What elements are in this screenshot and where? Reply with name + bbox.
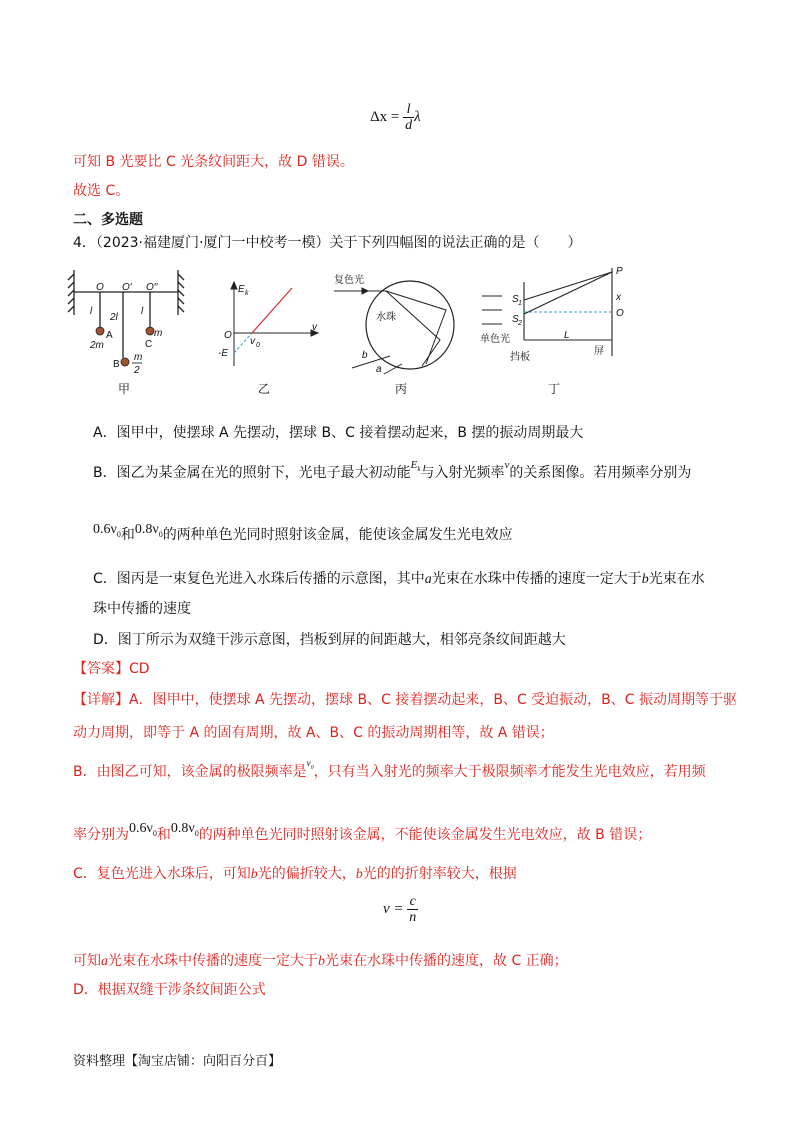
label-ray-b: b [362, 350, 368, 361]
formula-fringe-spacing [370, 102, 421, 133]
pendulum-ball-a [96, 327, 104, 335]
detail-a: a [101, 954, 108, 969]
option-b-ek [410, 459, 421, 474]
detail-freq2-sub: 0 [194, 828, 199, 838]
option-b-ek-sub: k [417, 465, 421, 474]
formula-lambda: λ [414, 108, 421, 125]
label-neg-e: -E [218, 348, 228, 359]
detail-line6 [73, 950, 568, 970]
axis-v: v [312, 322, 317, 333]
detail-line7: D．根据双缝干涉条纹间距公式 [73, 982, 266, 998]
option-b-freq1-value: 0.6ν [93, 522, 117, 537]
label-s1: S [512, 294, 519, 305]
detail-freq1-value: 0.6ν [129, 821, 153, 836]
option-b-and: 和 [120, 527, 135, 543]
label-ray-a: a [376, 364, 382, 375]
detail-nu0-nu: ν [306, 758, 311, 768]
detail-text5b: 光的偏折较大， [257, 866, 356, 882]
option-b-text4: 的两种单色光同时照射该金属，能使该金属发生光电效应 [162, 527, 513, 543]
detail-and: 和 [156, 827, 171, 843]
option-b-freq2-value: 0.8ν [134, 522, 159, 537]
label-l1: l [90, 306, 93, 317]
option-c-line1 [93, 568, 705, 588]
page-footer: 资料整理【淘宝店铺：向阳百分百】 [73, 1054, 282, 1069]
option-b-line1 [93, 459, 692, 482]
caption-yi: 乙 [258, 382, 271, 396]
answer-line: 【答案】CD [73, 661, 150, 677]
detail-line1 [73, 689, 737, 709]
detail-nu0 [306, 758, 314, 771]
label-baffle: 挡板 [510, 352, 530, 363]
label-p: P [616, 266, 623, 277]
formula2-fraction [407, 894, 418, 925]
label-b: B [113, 359, 120, 370]
label-o3: O′′ [146, 282, 158, 293]
option-c-text2: 光束在水珠中传播的速度一定大于 [431, 571, 642, 587]
label-mb-den: 2 [134, 365, 140, 376]
option-c-b: b [641, 572, 649, 587]
detail-text6b: 光束在水珠中传播的速度一定大于 [108, 953, 318, 969]
question-number: 4． [73, 235, 96, 251]
label-s2: S [512, 314, 519, 325]
detail-line5 [73, 863, 517, 883]
label-mb-num: m [134, 352, 143, 363]
label-l: L [564, 330, 570, 341]
detail-text5a: C．复色光进入水珠后，可知 [73, 866, 251, 882]
detail-b1: b [250, 867, 258, 882]
formula2-lhs: v = [383, 900, 404, 917]
option-b-line2 [93, 524, 513, 545]
ek-line [252, 288, 292, 333]
conclusion-line: 可知 B 光要比 C 光条纹间距大，故 D 错误。 [73, 154, 354, 170]
formula-fraction [403, 102, 414, 133]
option-b-freq2-sub: 0 [158, 529, 163, 539]
caption-ding: 丁 [548, 382, 561, 396]
option-b-freq1-sub: 0 [116, 529, 121, 539]
detail-b: b [318, 954, 325, 969]
axis-ek: E [238, 284, 245, 295]
option-b-text3: 的关系图像。若用频率分别为 [509, 465, 692, 481]
option-c-text1: C．图丙是一束复色光进入水珠后传播的示意图，其中 [93, 571, 425, 587]
detail-text6c: 光束在水珠中传播的速度，故 C 正确； [325, 953, 568, 969]
label-screen: 屏 [594, 346, 604, 357]
figure-yi [214, 278, 324, 373]
formula-numerator: l [403, 102, 414, 118]
label-mc: m [154, 328, 163, 339]
option-a: A．图甲中，使摆球 A 先摆动，摆球 B、C 接着摆动起来，B 摆的振动周期最大 [93, 425, 584, 441]
figure-bing [330, 270, 460, 378]
axis-ek-sub: k [245, 290, 249, 297]
option-b-text2: 与入射光频率 [420, 465, 505, 481]
detail-line3 [73, 758, 706, 781]
option-c-a: a [424, 572, 432, 587]
detail-line2: 动力周期，即等于 A 的固有周期，故 A、B、C 的振动周期相等，故 A 错误； [73, 725, 554, 741]
detail-nu0-sub: 0 [310, 764, 314, 771]
question-text: （2023·福建厦门·厦门一中校考一模）关于下列四幅图的说法正确的是（ ） [95, 235, 582, 251]
formula-denominator: d [405, 118, 413, 133]
label-x: x [616, 292, 621, 303]
label-l3: l [141, 306, 144, 317]
question-stem [73, 232, 581, 252]
figure-jia [66, 270, 188, 380]
option-b-ek-e: E [410, 459, 418, 471]
caption-bing: 丙 [395, 382, 408, 396]
label-o1: O [96, 282, 104, 293]
origin-o: O [224, 330, 232, 341]
label-s1-sub: 1 [518, 300, 522, 307]
label-o: O [616, 308, 624, 319]
label-water-drop: 水珠 [376, 312, 396, 323]
label-c: C [145, 339, 153, 350]
detail-text1: A．图甲中，使摆球 A 先摆动，摆球 B、C 接着摆动起来，B、C 受迫振动，B、C 振动周期等于驱 [129, 692, 737, 708]
pendulum-ball-b [121, 358, 129, 366]
label-mono-light: 单色光 [480, 334, 510, 345]
caption-jia: 甲 [118, 382, 131, 396]
detail-b2: b [355, 867, 363, 882]
detail-line4 [73, 821, 652, 845]
option-d: D．图丁所示为双缝干涉示意图，挡板到屏的间距越大，相邻亮条纹间距越大 [93, 632, 566, 648]
label-v0: v [250, 336, 255, 347]
label-a: A [106, 330, 113, 341]
option-c-text3: 光束在水 [648, 571, 705, 587]
detail-freq2-value: 0.8ν [170, 821, 195, 836]
detail-text4a: 率分别为 [73, 827, 129, 843]
formula2-denominator: n [409, 910, 417, 925]
formula-lhs: Δx = [370, 108, 400, 125]
choose-line: 故选 C。 [73, 183, 130, 199]
option-b-freq2 [135, 522, 163, 537]
option-b-freq1 [93, 522, 121, 537]
detail-text5c: 光的的折射率较大，根据 [362, 866, 517, 882]
detail-text3b: ，只有当入射光的频率大于极限频率才能发生光电效应，若用频 [313, 764, 706, 780]
detail-freq2 [171, 821, 199, 836]
section-heading: 二、多选题 [73, 212, 143, 228]
label-2l: 2l [110, 312, 118, 323]
figure-ding [478, 264, 638, 376]
formula2-numerator: c [407, 894, 418, 910]
detail-freq1 [129, 821, 157, 836]
detail-text4b: 的两种单色光同时照射该金属，不能使该金属发生光电效应，故 B 错误； [198, 827, 652, 843]
detail-text3a: B．由图乙可知，该金属的极限频率是 [73, 764, 307, 780]
detail-tag: 【详解】 [73, 692, 129, 708]
detail-text6a: 可知 [73, 953, 101, 969]
label-2m: 2m [90, 340, 104, 351]
label-o2: O′ [122, 282, 132, 293]
label-v0-sub: 0 [256, 342, 260, 349]
option-b-nu: ν [504, 459, 510, 471]
option-c-line2: 珠中传播的速度 [93, 601, 191, 617]
formula-velocity [383, 894, 418, 925]
pendulum-ball-c [146, 327, 154, 335]
label-s2-sub: 2 [518, 320, 522, 327]
option-b-text1: B．图乙为某金属在光的照射下，光电子最大初动能 [93, 465, 411, 481]
detail-freq1-sub: 0 [152, 828, 157, 838]
label-composite-light: 复色光 [334, 275, 364, 286]
